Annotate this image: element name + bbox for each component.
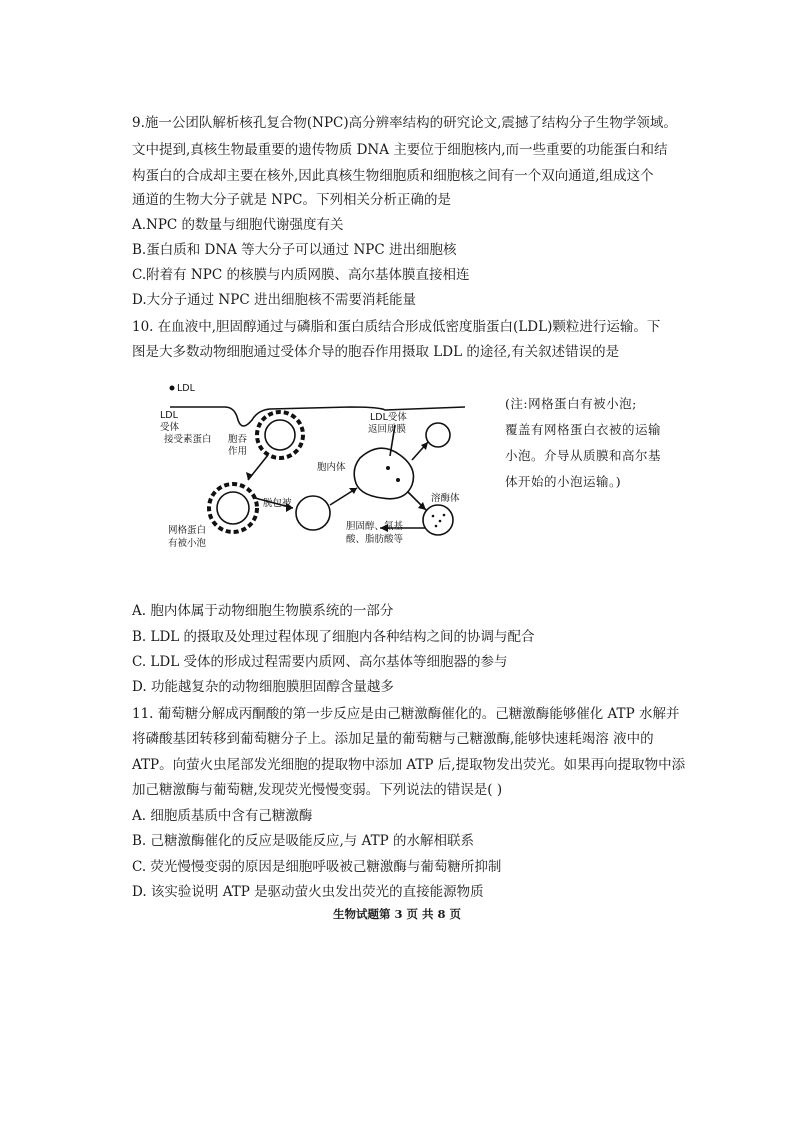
plasma-membrane	[170, 407, 465, 426]
label-endocytosis-2: 作用	[228, 446, 248, 457]
label-endocytosis-1: 胞吞	[228, 434, 248, 445]
q9-option-a: A.NPC 的数量与细胞代谢强度有关	[132, 217, 344, 233]
label-receptor-protein: 接受素蛋白	[164, 434, 212, 445]
q9-option-d: D.大分子通过 NPC 进出细胞核不需要消耗能量	[132, 292, 416, 308]
q11-stem-line-3: ATP。向萤火虫尾部发光细胞的提取物中添加 ATP 后,提取物发出荧光。如果再向提取物中添	[132, 757, 686, 773]
q9-stem-line-1: 9.施一公团队解析核孔复合物(NPC)高分辨率结构的研究论文,震撼了结构分子生物学领域。	[132, 115, 677, 131]
coated-vesicle-top	[257, 412, 303, 458]
q11-stem-line-4: 加己糖激酶与葡萄糖,发现荧光慢慢变弱。下列说法的错误是( )	[132, 782, 503, 798]
q10-option-c: C. LDL 受体的形成过程需要内质网、高尔基体等细胞器的参与	[132, 654, 508, 670]
q11-stem-line-1: 11. 葡萄糖分解成丙酮酸的第一步反应是由己糖激酶催化的。己糖激酶能够催化 ATP 水解并	[132, 706, 680, 722]
q9-stem-line-4: 通道的生物大分子就是 NPC。下列相关分析正确的是	[132, 192, 452, 208]
label-vesicle-2: 有被小泡	[168, 538, 207, 549]
q11-option-d: D. 该实验说明 ATP 是驱动萤火虫发出荧光的直接能源物质	[132, 884, 484, 900]
label-receptor: 受体	[160, 422, 180, 433]
page-footer: 生物试题第 3 页 共 8 页	[332, 907, 462, 921]
q9-stem-line-3: 构蛋白的合成却主要在核外,因此真核生物细胞质和细胞核之间有一个双向通道,组成这个	[132, 168, 654, 184]
label-products-1: 胆固醇、氨基	[346, 521, 404, 532]
q10-option-d: D. 功能越复杂的动物细胞膜胆固醇含量越多	[132, 679, 394, 695]
endosome-shape	[354, 448, 413, 499]
q10-option-b: B. LDL 的摄取及处理过程体现了细胞内各种结构之间的协调与配合	[132, 629, 535, 645]
label-recycle-2: 返回质膜	[368, 424, 407, 435]
q11-option-c: C. 荧光慢慢变弱的原因是细胞呼吸被己糖激酶与葡萄糖所抑制	[132, 859, 502, 875]
q11-option-b: B. 己糖激酶催化的反应是吸能反应,与 ATP 的水解相联系	[132, 833, 474, 849]
q10-option-a: A. 胞内体属于动物细胞生物膜系统的一部分	[132, 603, 394, 619]
label-vesicle-1: 网格蛋白	[168, 525, 207, 536]
label-endosome: 胞内体	[317, 462, 346, 473]
q10-stem-line-2: 图是大多数动物细胞通过受体介导的胞吞作用摄取 LDL 的途径,有关叙述错误的是	[132, 344, 620, 360]
q9-option-b: B.蛋白质和 DNA 等大分子可以通过 NPC 进出细胞核	[132, 242, 457, 258]
label-products-2: 酸、脂肪酸等	[346, 534, 404, 545]
uncoated-vesicle	[296, 496, 330, 530]
figure-note-line-1: (注:网格蛋白有被小泡;	[505, 396, 637, 411]
ldl-pathway-diagram	[150, 380, 480, 555]
figure-note-line-3: 小泡。介导从质膜和高尔基	[505, 448, 662, 463]
q11-stem-line-2: 将磷酸基团转移到葡萄糖分子上。添加足量的葡萄糖与己糖激酶,能够快速耗竭溶 液中的	[132, 731, 654, 747]
label-ldl-receptor: LDL	[160, 410, 178, 421]
label-ldl: LDL	[177, 383, 195, 394]
recycling-vesicle	[426, 423, 450, 447]
q9-option-c: C.附着有 NPC 的核膜与内质网膜、高尔基体膜直接相连	[132, 267, 470, 283]
lysosome-shape	[423, 505, 453, 535]
figure-note-line-2: 覆盖有网格蛋白衣被的运输	[505, 422, 662, 437]
label-uncoat: 脱包被	[263, 498, 292, 509]
label-recycle-1: LDL受体	[370, 412, 407, 423]
q9-stem-line-2: 文中提到,真核生物最重要的遗传物质 DNA 主要位于细胞核内,而一些重要的功能蛋白和结	[132, 142, 668, 158]
q11-option-a: A. 细胞质基质中含有己糖激酶	[132, 808, 313, 824]
q10-stem-line-1: 10. 在血液中,胆固醇通过与磷脂和蛋白质结合形成低密度脂蛋白(LDL)颗粒进行运输。下	[132, 319, 661, 335]
label-lysosome: 溶酶体	[431, 493, 460, 504]
figure-note-line-4: 体开始的小泡运输。)	[505, 474, 622, 489]
